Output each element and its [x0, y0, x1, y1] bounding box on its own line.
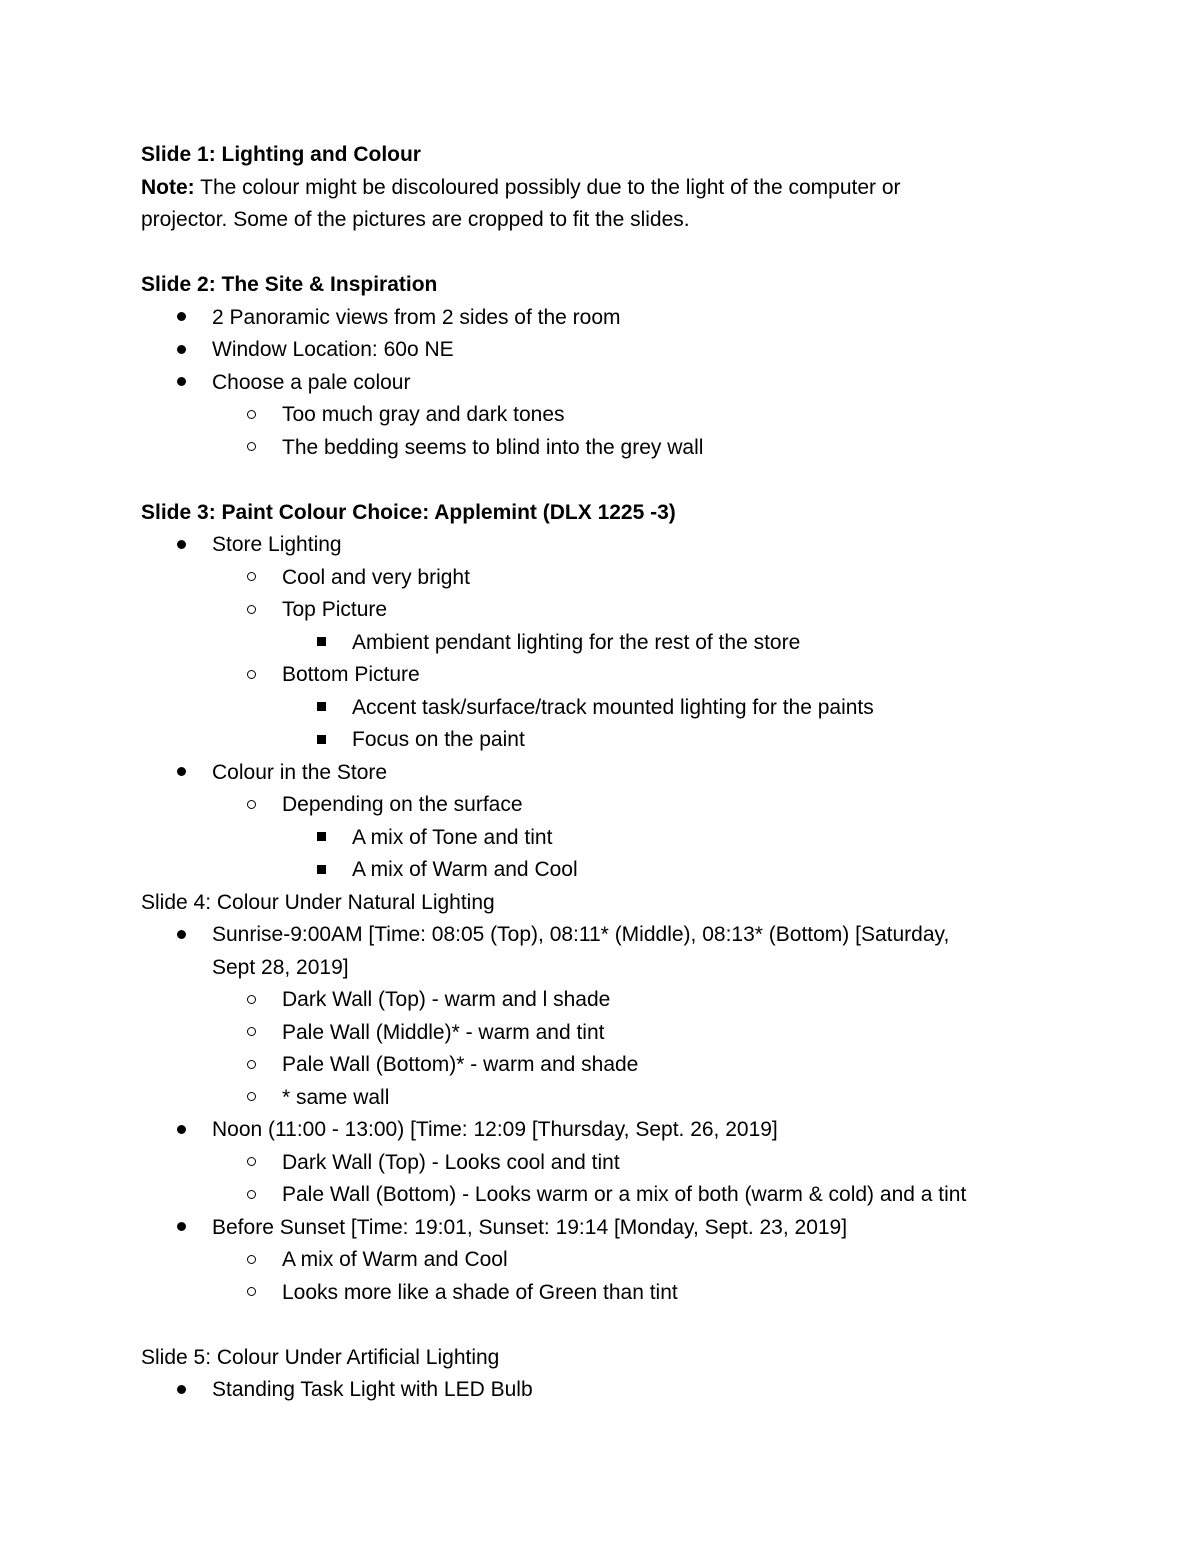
list-item: 2 Panoramic views from 2 sides of the room [141, 302, 1061, 335]
list-subitem: Cool and very bright [141, 562, 1061, 595]
slide5-heading: Slide 5: Colour Under Artificial Lighting [141, 1345, 500, 1369]
slide1-note-continued: projector. Some of the pictures are cropped to fit the slides. [141, 208, 690, 231]
list-subsubitem: Accent task/surface/track mounted lighting for the paints [141, 692, 1061, 725]
bullet-circle-icon [247, 562, 256, 595]
list-item: Standing Task Light with LED Bulb [141, 1374, 1061, 1407]
bullet-circle-icon [247, 432, 256, 465]
document-body [141, 139, 1061, 1407]
bullet-circle-icon [247, 1082, 256, 1115]
bullet-disc-icon [177, 1114, 186, 1147]
spacer [141, 237, 1061, 270]
list-subsubitem: A mix of Warm and Cool [141, 854, 1061, 887]
bullet-disc-icon [177, 529, 186, 562]
bullet-circle-icon [247, 1049, 256, 1082]
bullet-disc-icon [177, 302, 186, 335]
list-subitem: Depending on the surface [141, 789, 1061, 822]
bullet-disc-icon [177, 1212, 186, 1245]
spacer [141, 1309, 1061, 1342]
bullet-square-icon [317, 724, 326, 757]
list-item: Noon (11:00 - 13:00) [Time: 12:09 [Thursday, Sept. 26, 2019] [141, 1114, 1061, 1147]
bullet-disc-icon [177, 367, 186, 400]
bullet-circle-icon [247, 659, 256, 692]
bullet-circle-icon [247, 1179, 256, 1212]
list-item: Choose a pale colour [141, 367, 1061, 400]
bullet-disc-icon [177, 1374, 186, 1407]
list-subitem: Pale Wall (Bottom)* - warm and shade [141, 1049, 1061, 1082]
bullet-disc-icon [177, 334, 186, 367]
list-subitem: * same wall [141, 1082, 1061, 1115]
list-subitem: Pale Wall (Bottom) - Looks warm or a mix of both (warm & cold) and a tint [141, 1179, 1061, 1212]
list-subitem: Pale Wall (Middle)* - warm and tint [141, 1017, 1061, 1050]
bullet-square-icon [317, 627, 326, 660]
list-subsubitem: A mix of Tone and tint [141, 822, 1061, 855]
bullet-circle-icon [247, 1277, 256, 1310]
slide3-heading: Slide 3: Paint Colour Choice: Applemint (DLX 1225 -3) [141, 500, 676, 524]
list-subsubitem: Ambient pendant lighting for the rest of the store [141, 627, 1061, 660]
bullet-square-icon [317, 692, 326, 725]
list-subitem: Bottom Picture [141, 659, 1061, 692]
slide1-heading: Slide 1: Lighting and Colour [141, 143, 421, 166]
list-item: Colour in the Store [141, 757, 1061, 790]
bullet-circle-icon [247, 1017, 256, 1050]
list-subitem: Top Picture [141, 594, 1061, 627]
list-subitem: Dark Wall (Top) - Looks cool and tint [141, 1147, 1061, 1180]
list-item: Before Sunset [Time: 19:01, Sunset: 19:14 [Monday, Sept. 23, 2019] [141, 1212, 1061, 1245]
list-subitem: Too much gray and dark tones [141, 399, 1061, 432]
bullet-circle-icon [247, 594, 256, 627]
list-subsubitem: Focus on the paint [141, 724, 1061, 757]
list-subitem: The bedding seems to blind into the grey wall [141, 432, 1061, 465]
bullet-circle-icon [247, 1147, 256, 1180]
bullet-circle-icon [247, 1244, 256, 1277]
note-text: The colour might be discoloured possibly due to the light of the computer or [194, 175, 901, 199]
list-item: Window Location: 60o NE [141, 334, 1061, 367]
bullet-square-icon [317, 854, 326, 887]
spacer [141, 464, 1061, 497]
bullet-disc-icon [177, 757, 186, 790]
list-subitem: Dark Wall (Top) - warm and l shade [141, 984, 1061, 1017]
bullet-circle-icon [247, 399, 256, 432]
list-subitem: Looks more like a shade of Green than tint [141, 1277, 1061, 1310]
bullet-circle-icon [247, 789, 256, 822]
list-subitem: A mix of Warm and Cool [141, 1244, 1061, 1277]
bullet-circle-icon [247, 984, 256, 1017]
list-item: Sunrise-9:00AM [Time: 08:05 (Top), 08:11* (Middle), 08:13* (Bottom) [Saturday, Sept 28, 2019] [141, 919, 1061, 984]
slide2-heading: Slide 2: The Site & Inspiration [141, 273, 438, 296]
list-item: Store Lighting [141, 529, 1061, 562]
bullet-square-icon [317, 822, 326, 855]
slide1-note [141, 172, 1061, 205]
note-label: Note: [141, 175, 195, 199]
slide4-heading: Slide 4: Colour Under Natural Lighting [141, 890, 495, 914]
bullet-disc-icon [177, 919, 186, 952]
